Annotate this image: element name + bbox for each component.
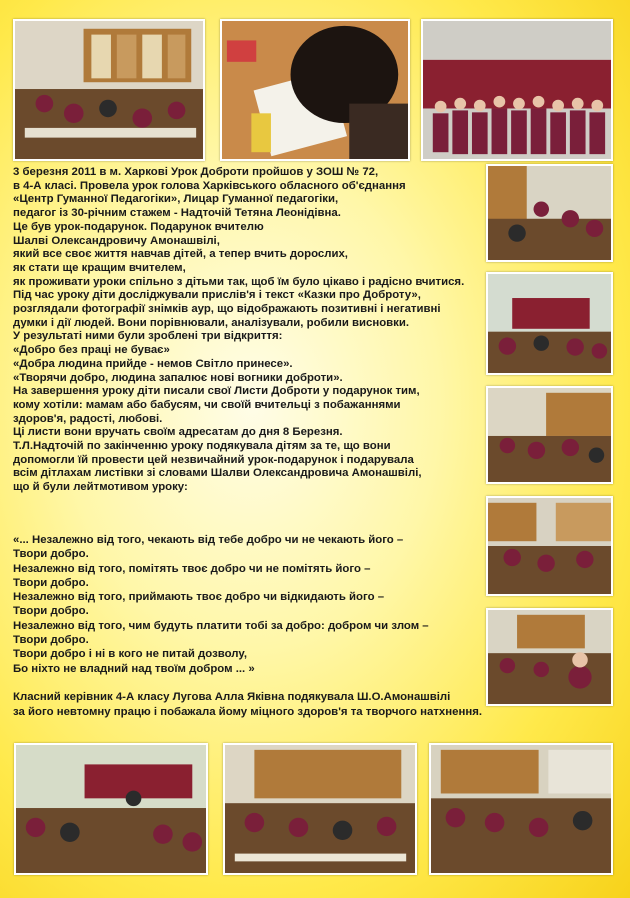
- text-line: Твори добро.: [13, 605, 89, 618]
- text-line: Ці листи вони вручать своїм адресатам до дня 8 Березня.: [13, 426, 343, 439]
- text-line: Це був урок-подарунок. Подарунок вчителю: [13, 220, 264, 233]
- text-line: розглядали фотографії знімків аур, що відображають позитивні і негативні: [13, 303, 441, 316]
- text-line: Під час уроку діти досліджували прислів'я і текст «Казки про Доброту»,: [13, 289, 421, 302]
- text-line: за його невтомну працю і побажала йому міцного здоров'я та творчого натхнення.: [13, 705, 483, 718]
- text-line: «Добро без праці не буває»: [13, 344, 170, 357]
- text-line: в 4-А класі. Провела урок голова Харківського обласного об'єднання: [13, 179, 406, 192]
- article-body: [13, 166, 479, 495]
- photo-class-group: [421, 19, 613, 161]
- text-line: «Творячи добро, людина запалює нові вогники доброти».: [13, 371, 343, 384]
- text-line: Незалежно від того, помітять твоє добро чи не помітять його –: [13, 562, 371, 575]
- text-line: 3 березня 2011 в м. Харкові Урок Доброти пройшов у ЗОШ № 72,: [13, 166, 379, 178]
- text-line: Незалежно від того, чим будуть платити тобі за добро: добром чи злом –: [13, 619, 429, 632]
- text-line: Незалежно від того, приймають твоє добро чи відкидають його –: [13, 591, 385, 604]
- photo-bottom-1: [14, 743, 208, 875]
- text-line: кому хотіли: мамам або бабусям, чи своїй вчительці з побажаннями: [13, 398, 401, 411]
- text-line: який все своє життя навчав дітей, а тепер вчить дорослих,: [13, 248, 348, 261]
- text-line: як проживати уроки спільно з дітьми так, щоб їм було цікаво і радісно вчитися.: [13, 275, 465, 288]
- photo-right-2: [486, 272, 613, 375]
- text-line: як стати ще кращим вчителем,: [13, 261, 186, 274]
- photo-right-1: [486, 164, 613, 262]
- text-line: педагог із 30-річним стажем - Надточій Тетяна Леонідівна.: [13, 207, 341, 220]
- photo-right-5: [486, 608, 613, 706]
- photo-bottom-3: [429, 743, 613, 875]
- text-line: здоров'я, радості, любові.: [13, 412, 163, 425]
- text-line: «Добра людина прийде - немов Світло принесе».: [13, 357, 293, 370]
- text-line: всім дітлахам листівки зі словами Шалви Олександровича Амонашвілі,: [13, 467, 422, 480]
- text-line: Твори добро.: [13, 548, 89, 561]
- photo-right-3: [486, 386, 613, 484]
- text-line: Твори добро і ні в кого не питай дозволу,: [13, 648, 247, 661]
- text-line: У результаті ними були зроблені три відкриття:: [13, 330, 283, 343]
- text-line: думки і дії людей. Вони порівнювали, аналізували, робили висновки.: [13, 316, 410, 329]
- photo-girl-writing: [220, 19, 410, 161]
- text-line: Т.Л.Надточій по закінченню уроку подякувала дітям за те, що вони: [13, 440, 391, 453]
- text-line: Бо ніхто не владний над твоїм добром ... »: [13, 662, 255, 675]
- text-line: Шалві Олександровичу Амонашвілі,: [13, 234, 220, 247]
- closing-paragraph: [13, 690, 493, 719]
- text-line: Твори добро.: [13, 576, 89, 589]
- photo-right-4: [486, 496, 613, 596]
- photo-classroom-desks: [13, 19, 205, 161]
- text-line: «Центр Гуманної Педагогіки», Лицар Гуманної педагогіки,: [13, 193, 339, 206]
- text-line: На завершення уроку діти писали свої Листи Доброти у подарунок тим,: [13, 385, 420, 398]
- text-line: що й були лейтмотивом уроку:: [13, 481, 188, 494]
- text-line: Твори добро.: [13, 634, 89, 647]
- photo-bottom-2: [223, 743, 417, 875]
- text-line: Класний керівник 4-А класу Лугова Алла Яківна подякувала Ш.О.Амонашвілі: [13, 691, 451, 703]
- amonashvili-quote: [13, 533, 479, 676]
- text-line: допомогли їй провести цей незвичайний урок-подарунок і подарувала: [13, 453, 414, 466]
- text-line: «... Незалежно від того, чекають від тебе добро чи не чекають його –: [13, 534, 404, 546]
